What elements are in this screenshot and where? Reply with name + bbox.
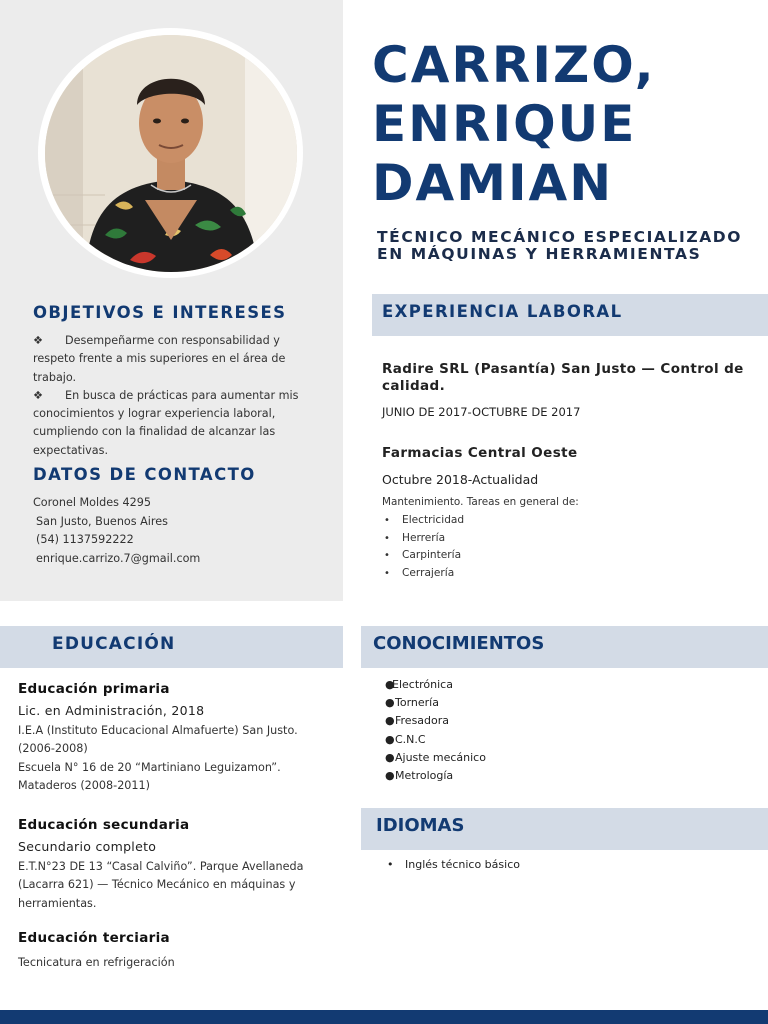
dot-bullet-icon: ● xyxy=(385,714,395,728)
educacion-heading: EDUCACIÓN xyxy=(52,634,176,654)
dot-bullet-icon: ● xyxy=(385,750,395,764)
list-item: ●Metrología xyxy=(385,767,486,785)
list-item: • Carpintería xyxy=(384,547,464,565)
name-line: DAMIAN xyxy=(372,154,614,212)
subtitle-line: EN MÁQUINAS Y HERRAMIENTAS xyxy=(377,245,702,263)
footer-bar xyxy=(0,1010,768,1024)
job-title: Radire SRL (Pasantía) San Justo — Control de calidad. xyxy=(382,361,744,394)
list-item: ●Tornería xyxy=(385,694,486,712)
edu-heading: Educación secundaria xyxy=(18,817,190,833)
conocimientos-list xyxy=(385,676,486,785)
educacion-header-band xyxy=(0,626,343,668)
diamond-bullet-icon: ❖ xyxy=(33,334,44,347)
contact-phone: (54) 1137592222 xyxy=(36,533,134,546)
objetivos-list xyxy=(33,332,323,460)
edu-text: Tecnicatura en refrigeración xyxy=(18,956,175,969)
idiomas-list xyxy=(387,858,520,871)
list-item: ●C.N.C xyxy=(385,731,486,749)
objetivo-item: ❖ En busca de prácticas para aumentar mis conocimientos y lograr experiencia laboral, cumpliendo con la finalidad de alcanzar las expectativas. xyxy=(33,388,299,457)
dot-bullet-icon: ● xyxy=(385,732,395,746)
job-task-list xyxy=(384,512,464,582)
list-item: ●Ajuste mecánico xyxy=(385,749,486,767)
profile-photo xyxy=(45,35,297,272)
candidate-name xyxy=(372,36,762,213)
dot-bullet-icon: ● xyxy=(385,696,395,710)
list-item: • Electricidad xyxy=(384,512,464,530)
contact-details xyxy=(33,494,200,568)
edu-subheading: Lic. en Administración, 2018 xyxy=(18,703,205,718)
list-item: • Herrería xyxy=(384,530,464,548)
edu-terciaria xyxy=(18,930,338,972)
diamond-bullet-icon: ❖ xyxy=(33,388,44,402)
edu-heading: Educación primaria xyxy=(18,681,170,697)
edu-secundaria xyxy=(18,817,338,913)
job-title: Farmacias Central Oeste xyxy=(382,445,578,461)
job-description: Mantenimiento. Tareas en general de: xyxy=(382,496,579,508)
subtitle-line: TÉCNICO MECÁNICO ESPECIALIZADO xyxy=(377,228,743,246)
edu-heading: Educación terciaria xyxy=(18,930,170,946)
dot-bullet-icon: ● xyxy=(385,769,395,783)
contact-email: enrique.carrizo.7@gmail.com xyxy=(36,551,201,565)
idiomas-heading: IDIOMAS xyxy=(376,815,465,836)
list-item: ●Electrónica xyxy=(385,676,486,694)
objetivo-item: ❖ Desempeñarme con responsabilidad y respeto frente a mis superiores en el área de trabajo. xyxy=(33,334,286,384)
contact-address: Coronel Moldes 4295 xyxy=(33,496,151,509)
contact-city: San Justo, Buenos Aires xyxy=(36,514,168,528)
job-date: JUNIO DE 2017-OCTUBRE DE 2017 xyxy=(382,405,581,419)
edu-text: Escuela N° 16 de 20 “Martiniano Leguizamon”. Mataderos (2008-2011) xyxy=(18,760,281,792)
job-date: Octubre 2018-Actualidad xyxy=(382,472,539,487)
list-item: • Cerrajería xyxy=(384,565,464,583)
experiencia-header-band xyxy=(372,294,768,336)
job-subtitle xyxy=(377,229,762,263)
edu-text: I.E.A (Instituto Educacional Almafuerte) San Justo. (2006-2008) xyxy=(18,724,298,756)
idiomas-header-band xyxy=(361,808,768,850)
dot-bullet-icon: ● xyxy=(385,678,395,691)
edu-subheading: Secundario completo xyxy=(18,839,157,854)
edu-primaria xyxy=(18,681,338,795)
contacto-heading: DATOS DE CONTACTO xyxy=(33,465,256,484)
name-line: CARRIZO, xyxy=(372,36,656,94)
conocimientos-heading: CONOCIMIENTOS xyxy=(373,633,545,654)
edu-text: E.T.N°23 DE 13 “Casal Calviño”. Parque Avellaneda (Lacarra 621) — Técnico Mecánico en máquinas y herramientas. xyxy=(18,860,304,910)
list-item: • Inglés técnico básico xyxy=(387,858,520,871)
list-item: ●Fresadora xyxy=(385,712,486,730)
conocimientos-header-band xyxy=(361,626,768,668)
experiencia-heading: EXPERIENCIA LABORAL xyxy=(382,302,623,321)
name-line: ENRIQUE xyxy=(372,95,637,153)
objetivos-heading: OBJETIVOS E INTERESES xyxy=(33,303,287,322)
